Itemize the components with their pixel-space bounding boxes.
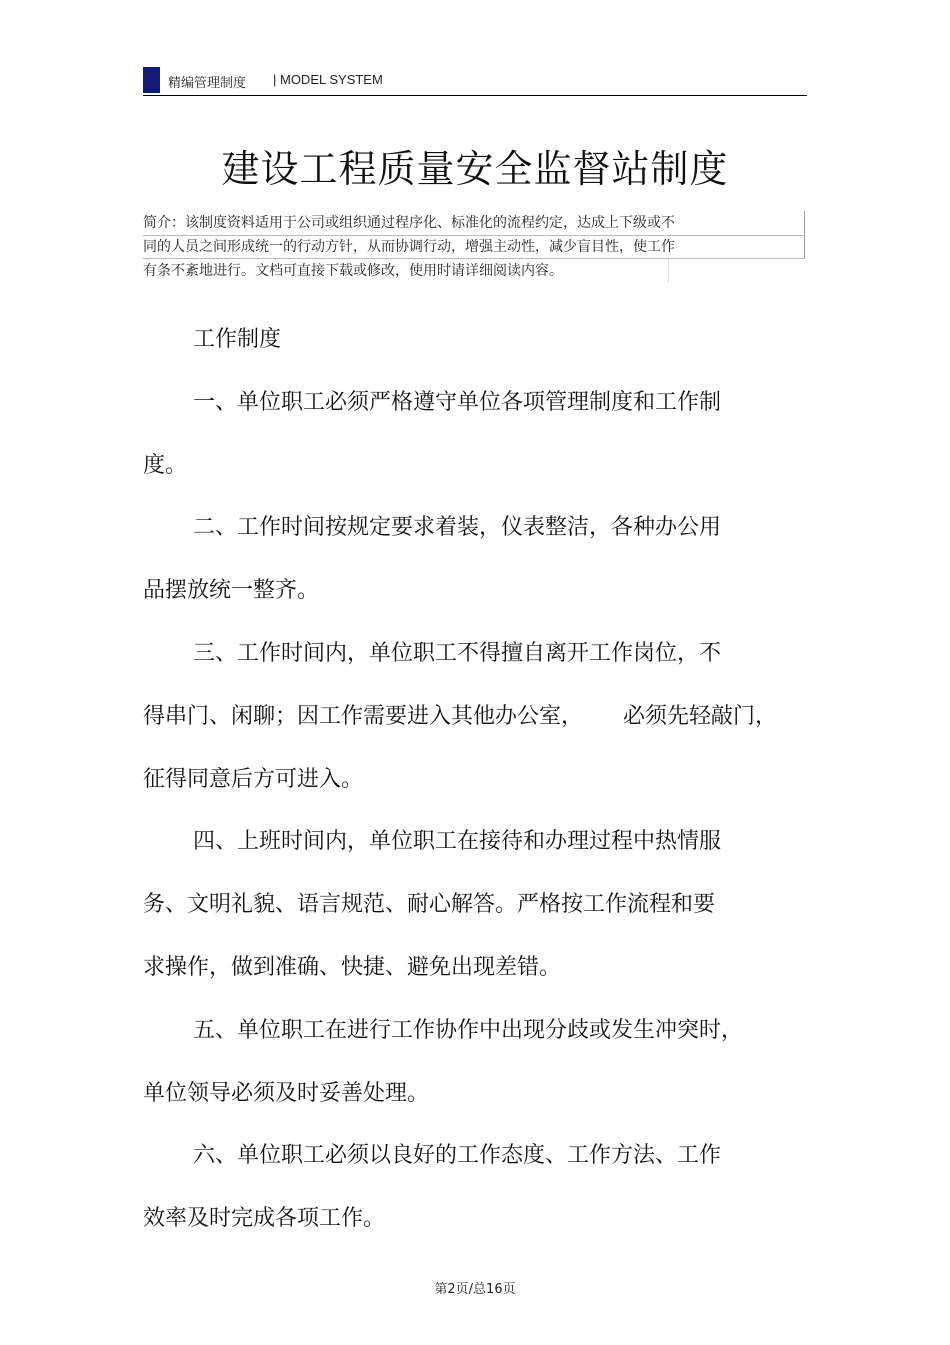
summary-line-3: 有条不紊地进行。文档可直接下载或修改，使用时请详细阅读内容。	[143, 263, 563, 279]
section-heading: 工作制度	[193, 327, 282, 352]
paragraph-6-line-2: 效率及时完成各项工作。	[143, 1206, 386, 1232]
page-header	[143, 66, 807, 96]
paragraph-5-line-1: 五、单位职工在进行工作协作中出现分歧或发生冲突时，	[193, 1017, 744, 1043]
paragraph-2-line-1: 二、工作时间按规定要求着装，仪表整洁，各种办公用	[193, 515, 722, 541]
paragraph-3-line-3: 征得同意后方可进入。	[143, 766, 364, 792]
paragraph-1-line-2: 度。	[143, 452, 188, 478]
paragraph-4-line-1: 四、上班时间内，单位职工在接待和办理过程中热情服	[193, 829, 722, 855]
paragraph-5-line-2: 单位领导必须及时妥善处理。	[143, 1080, 430, 1106]
document-summary	[143, 211, 805, 283]
header-brand: 精编管理制度	[168, 76, 247, 91]
paragraph-1-line-1: 一、单位职工必须严格遵守单位各项管理制度和工作制	[193, 389, 722, 415]
paragraph-4-line-3: 求操作，做到准确、快捷、避免出现差错。	[143, 954, 562, 980]
paragraph-3-line-2-part-2: 必须先轻敲门，	[623, 703, 778, 729]
paragraph-3-line-1: 三、工作时间内，单位职工不得擅自离开工作岗位，不	[193, 640, 722, 666]
summary-divider-tick	[668, 259, 669, 283]
paragraph-3-line-2-part-1: 得串门、闲聊；因工作需要进入其他办公室，	[143, 703, 584, 729]
paragraph-6-line-1: 六、单位职工必须以良好的工作态度、工作方法、工作	[193, 1143, 722, 1169]
page-number: 第2页/总16页	[434, 1282, 516, 1297]
paragraph-4-line-2: 务、文明礼貌、语言规范、耐心解答。严格按工作流程和要	[143, 892, 716, 918]
summary-line-2: 同的人员之间形成统一的行动方针，从而协调行动，增强主动性，减少盲目性，使工作	[143, 239, 675, 255]
logo-icon	[143, 67, 160, 93]
document-title: 建设工程质量安全监督站制度	[221, 147, 729, 191]
summary-line-1: 简介：该制度资料适用于公司或组织通过程序化、标准化的流程约定，达成上下级或不	[143, 215, 675, 231]
header-tagline: | MODEL SYSTEM	[273, 72, 383, 87]
document-body	[143, 309, 783, 1251]
summary-divider	[143, 235, 805, 236]
paragraph-3-line-2	[143, 686, 783, 749]
paragraph-2-line-2: 品摆放统一整齐。	[143, 578, 320, 604]
